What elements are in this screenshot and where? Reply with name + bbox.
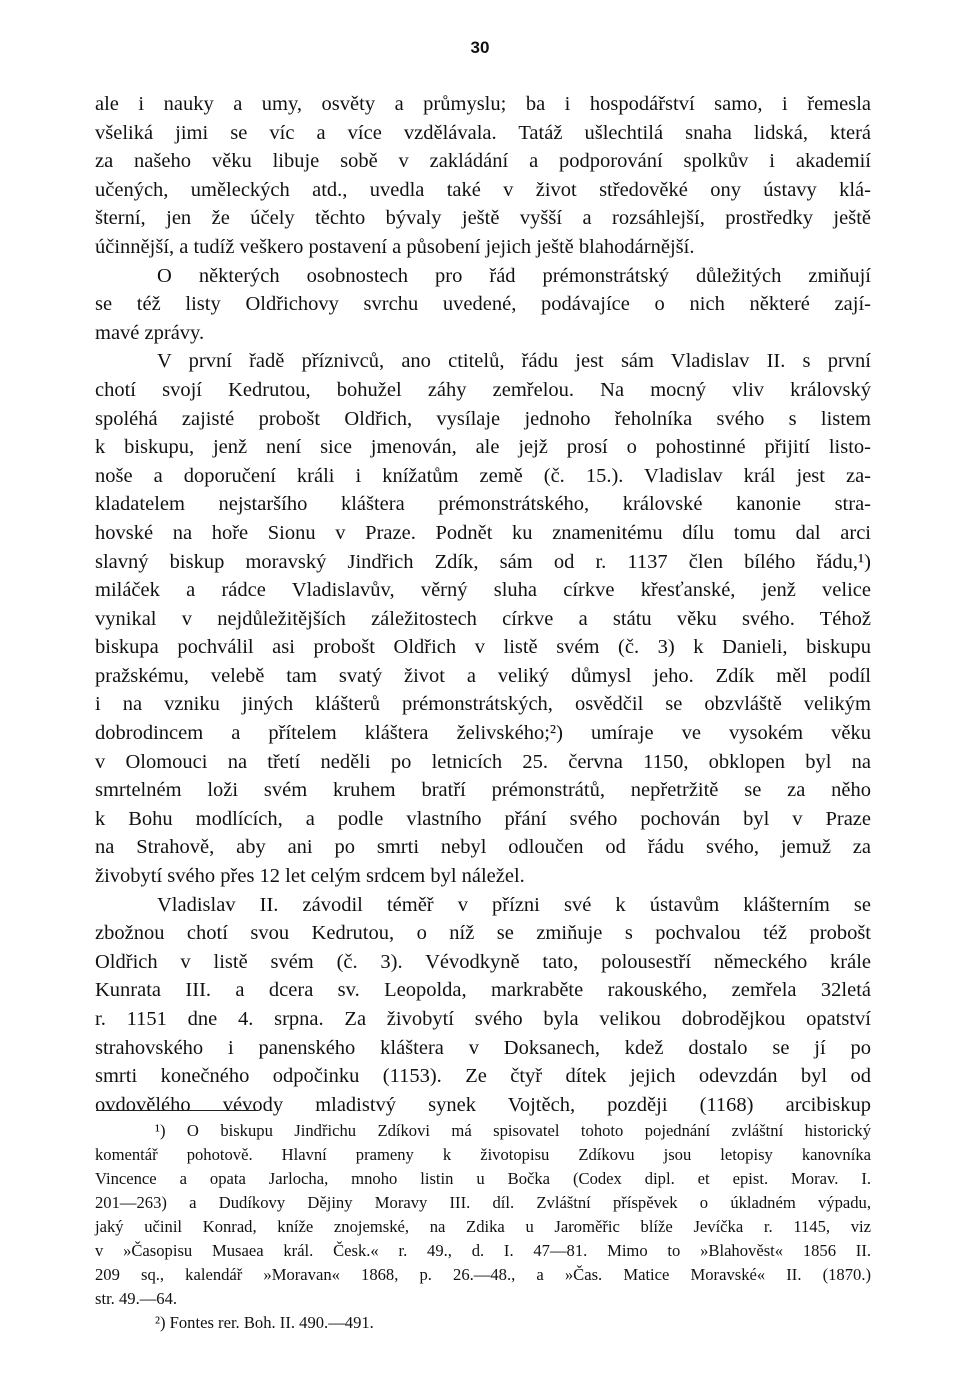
footnote-line: komentář pohotově. Hlavní prameny k životopisu Zdíkovu jsou letopisy kanovníka	[95, 1145, 871, 1164]
text-line: zbožnou chotí svou Kedrutou, o níž se zmiňuje s pochvalou též probošt	[95, 922, 871, 945]
text-line: vynikal v nejdůležitějších záležitostech církve a státu věku svého. Téhož	[95, 607, 871, 630]
text-line: učených, uměleckých atd., uvedla také v život středověké ony ústavy klá-	[95, 178, 871, 201]
text-line: O některých osobnostech pro řád prémonstrátský důležitých zmiňují	[157, 264, 871, 287]
text-line: Oldřich v listě svém (č. 3). Vévodkyně tato, polousestří německého krále	[95, 950, 871, 973]
text-line: v Olomouci na třetí neděli po letnicích 25. června 1150, obklopen byl na	[95, 750, 871, 773]
text-line: účinnější, a tudíž veškero postavení a působení jejich ještě blahodárnější.	[95, 235, 695, 258]
text-line: se též listy Oldřichovy svrchu uvedené, podávajíce o nich některé zají-	[95, 293, 871, 316]
footnote-line: Vincence a opata Jarlocha, mnoho listin u Bočka (Codex dipl. et epist. Morav. I.	[95, 1169, 871, 1188]
text-line: za našeho věku libuje sobě v zakládání a podporování spolkův i akademií	[95, 150, 871, 173]
footnote-line: 201—263) a Dudíkovy Dějiny Moravy III. díl. Zvláštní příspěvek o úkladném výpadu,	[95, 1193, 871, 1212]
text-line: na Strahově, aby ani po smrti nebyl odloučen od řádu svého, jemuž za	[95, 836, 871, 859]
text-line: biskupa pochválil asi probošt Oldřich v listě svém (č. 3) k Danieli, biskupu	[95, 636, 871, 659]
footnote-line: ¹) O biskupu Jindřichu Zdíkovi má spisovatel tohoto pojednání zvláštní historický	[155, 1121, 871, 1140]
text-line: chotí svojí Kedrutou, bohužel záhy zemřelou. Na mocný vliv královský	[95, 378, 871, 401]
text-line: ovdovělého vévody mladistvý synek Vojtěch, později (1168) arcibiskup	[95, 1093, 871, 1116]
text-line: ale i nauky a umy, osvěty a průmyslu; ba i hospodářství samo, i řemesla	[95, 93, 871, 115]
text-line: spoléhá zajisté probošt Oldřich, vysílaje jednoho řeholníka svého s listem	[95, 407, 871, 430]
footnote-divider	[96, 1110, 258, 1111]
footnote-line: v »Časopisu Musaea král. Česk.« r. 49., d. I. 47—81. Mimo to »Blahověst« 1856 II.	[95, 1241, 871, 1260]
page-number: 30	[470, 38, 490, 57]
text-line: Kunrata III. a dcera sv. Leopolda, markraběte rakouského, zemřela 32letá	[95, 979, 871, 1002]
footnotes	[95, 1119, 871, 1335]
text-line: hovské na hoře Sionu v Praze. Podnět ku znamenitému dílu tomu dal arci	[95, 521, 871, 544]
text-line: k Bohu modlících, a podle vlastního přání svého pochován byl v Praze	[95, 807, 871, 830]
text-line: živobytí svého přes 12 let celým srdcem byl náležel.	[95, 865, 525, 888]
text-line: mavé zprávy.	[95, 321, 205, 344]
body-text	[95, 90, 871, 1119]
footnote-line: jaký učinil Konrad, kníže znojemské, na Zdika u Jaroměřic blíže Jevíčka r. 1145, viz	[95, 1217, 871, 1236]
footnote-line: 209 sq., kalendář »Moravan« 1868, p. 26.—48., a »Čas. Matice Moravské« II. (1870.)	[95, 1265, 871, 1284]
text-line: i na vzniku jiných klášterů prémonstrátských, osvědčil se obzvláště velikým	[95, 693, 871, 716]
text-line: šterní, jen že účely těchto bývaly ještě vyšší a rozsáhlejší, prostředky ještě	[95, 207, 871, 230]
text-line: k biskupu, jenž není sice jmenován, ale jejž prosí o pohostinné přijití listo-	[95, 436, 871, 459]
text-line: slavný biskup moravský Jindřich Zdík, sám od r. 1137 člen bílého řádu,¹)	[95, 550, 871, 573]
text-line: strahovského i panenského kláštera v Doksanech, kdež dostalo se jí po	[95, 1036, 871, 1059]
text-line: všeliká jimi se víc a více vzdělávala. Tatáž ušlechtilá snaha lidská, která	[95, 121, 871, 144]
text-line: pražskému, velebě tam svatý život a veliký důmysl jeho. Zdík měl podíl	[95, 664, 871, 687]
footnote-line: str. 49.—64.	[95, 1289, 178, 1308]
footnote-line: ²) Fontes rer. Boh. II. 490.—491.	[155, 1313, 374, 1332]
text-line: noše a doporučení králi i knížatům země (č. 15.). Vladislav král jest za-	[95, 464, 871, 487]
text-line: miláček a rádce Vladislavův, věrný sluha církve křesťanské, jenž velice	[95, 579, 871, 602]
text-line: smrtelném loži svém kruhem bratří prémonstrátů, nepřetržitě se za něho	[95, 779, 871, 802]
text-line: r. 1151 dne 4. srpna. Za živobytí svého byla velikou dobrodějkou opatství	[95, 1008, 871, 1030]
text-line: kladatelem nejstaršího kláštera prémonstrátského, královské kanonie stra-	[95, 493, 871, 516]
text-line: dobrodincem a přítelem kláštera želivského;²) umíraje ve vysokém věku	[95, 722, 871, 745]
text-line: smrti konečného odpočinku (1153). Ze čtyř dítek jejich odevzdán byl od	[95, 1065, 871, 1088]
text-line: Vladislav II. závodil téměř v přízni své k ústavům klášterním se	[157, 893, 871, 916]
text-line: V první řadě příznivců, ano ctitelů, řádu jest sám Vladislav II. s první	[157, 350, 871, 373]
